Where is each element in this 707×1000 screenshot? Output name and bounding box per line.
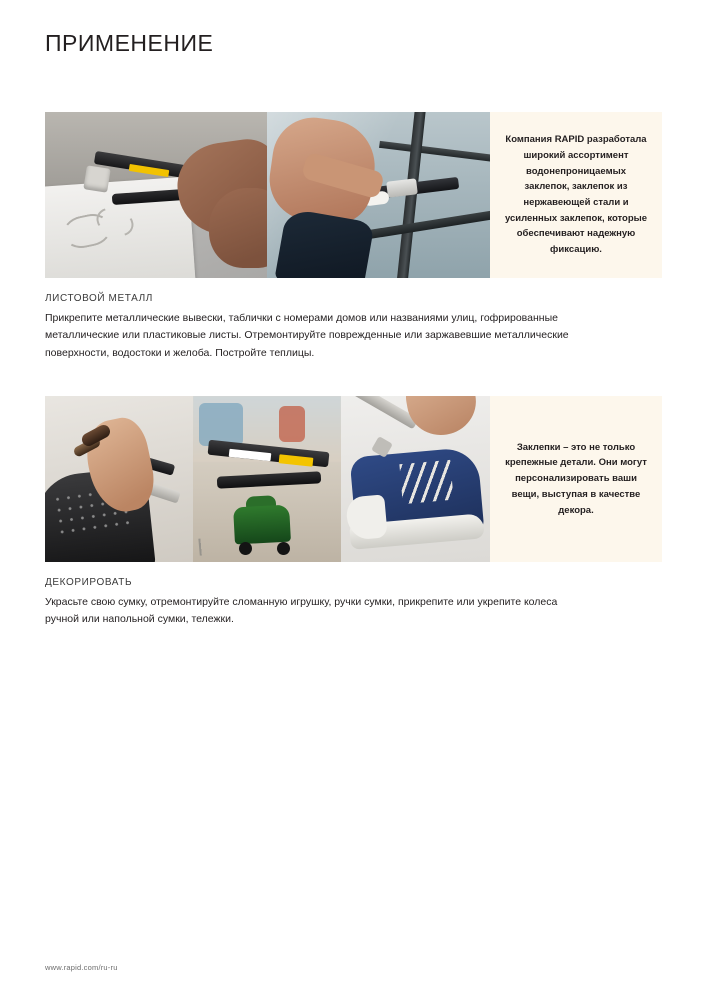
- caption-title: ДЕКОРИРОВАТЬ: [45, 577, 133, 588]
- callout-note-sheet-metal: [490, 112, 662, 278]
- page-title: ПРИМЕНЕНИЕ: [45, 30, 214, 56]
- caption-title: ЛИСТОВОЙ МЕТАЛЛ: [45, 293, 153, 304]
- section-decorate: [45, 396, 662, 629]
- media-row: [45, 112, 662, 278]
- caption-block-sheet-metal: [45, 293, 585, 362]
- callout-note-text: Компания RAPID разработала широкий ассортимент водонепроницаемых заклепок, заклепок из нержавеющей стали и усиленных заклепок, которые обеспечивают надежную фиксацию.: [504, 134, 648, 256]
- media-row: [45, 396, 662, 562]
- photo-hand-riveting-sheet-metal: [45, 112, 267, 278]
- photo-riveting-greenhouse-glass-frame: [267, 112, 490, 278]
- section-sheet-metal: [45, 112, 662, 362]
- caption-text: Прикрепите металлические вывески, таблички с номерами домов или названиями улиц, гофрированные металлические или пластиковые листы. Отремонтируйте поврежденные или заржавевшие металлические поверхности, водостоки и желоба. Постройте теплицы.: [45, 312, 569, 359]
- photo-riveting-studded-black-bag: [45, 396, 193, 562]
- caption-text: Украсьте свою сумку, отремонтируйте сломанную игрушку, ручки сумки, прикрепите или укрепите колеса ручной или напольной сумки, тележки.: [45, 596, 558, 626]
- caption-block-decorate: [45, 577, 585, 629]
- footer-url[interactable]: www.rapid.com/ru-ru: [45, 963, 118, 972]
- callout-note-decorate: [490, 396, 662, 562]
- photo-blue-sneaker-with-rivets: [341, 396, 490, 562]
- callout-note-text: Заклепки – это не только крепежные детали. Они могут персонализировать ваши вещи, выступая в качестве декора.: [505, 441, 647, 516]
- photo-rivet-tool-with-green-toy-car: [193, 396, 341, 562]
